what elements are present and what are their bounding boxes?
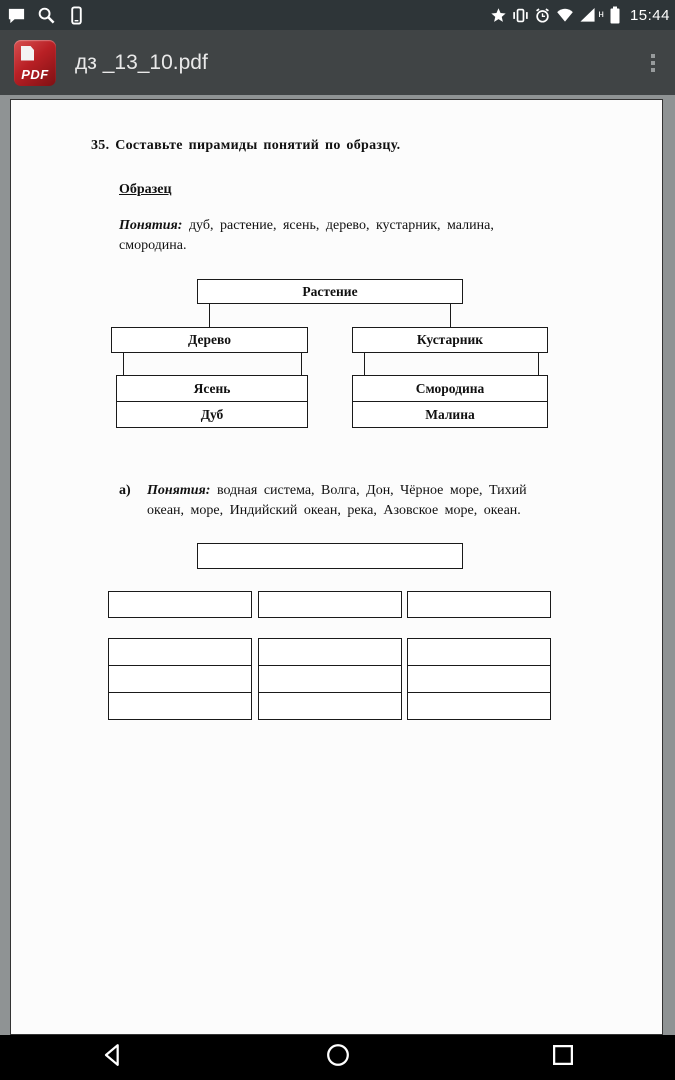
empty-cell (259, 665, 401, 692)
leaf-cell: Дуб (117, 401, 307, 427)
connector-line (364, 353, 365, 375)
status-bar[interactable] (0, 0, 675, 30)
wifi-icon (556, 7, 574, 23)
empty-table-2 (258, 638, 402, 720)
back-button[interactable] (78, 1035, 148, 1080)
sample-terms (119, 216, 584, 256)
connector-line (209, 304, 210, 327)
leaf-cell: Ясень (193, 380, 231, 396)
recents-button[interactable] (528, 1035, 598, 1080)
empty-root-box (197, 543, 463, 569)
exercise-heading (91, 136, 400, 156)
search-icon (37, 6, 56, 25)
vibrate-icon (512, 7, 529, 24)
sample-heading: Образец (119, 182, 172, 197)
signal-strength-icon (579, 7, 596, 23)
star-icon (490, 7, 507, 24)
leaf-cell: Малина (353, 401, 547, 427)
status-bar-indicators (490, 6, 670, 24)
network-type-letter: н (598, 9, 604, 20)
leaf-cell: Смородина (415, 380, 485, 396)
pdf-page-glyph (21, 46, 34, 61)
navigation-bar (0, 1035, 675, 1080)
empty-cell (408, 665, 550, 692)
empty-cell (109, 692, 251, 719)
empty-middle-box-2 (258, 591, 402, 618)
pyramid-root-box: Растение (197, 279, 463, 304)
alarm-clock-icon (534, 7, 551, 24)
pdf-viewer-scroll-area[interactable] (0, 95, 675, 1035)
empty-table-1 (108, 638, 252, 720)
sample-terms-line-1: дуб, растение, ясень, дерево, кустарник, малина, (188, 218, 494, 233)
document-title: дз _13_10.pdf (75, 50, 208, 74)
device-icon (67, 6, 86, 25)
empty-cell (408, 692, 550, 719)
task-a-terms-line-1: водная система, Волга, Дон, Чёрное море, Тихий (216, 483, 527, 498)
home-button[interactable] (303, 1035, 373, 1080)
task-a-terms-line-2: океан, море, Индийский океан, река, Азовское море, океан. (147, 503, 521, 518)
connector-line (538, 353, 539, 375)
connector-line (450, 304, 451, 327)
connector-line (301, 353, 302, 375)
pyramid-child-right-box: Кустарник (352, 327, 548, 353)
app-bar (0, 30, 675, 95)
empty-table-3 (407, 638, 551, 720)
sample-terms-line-2: смородина. (119, 238, 187, 253)
clock-time: 15:44 (629, 6, 670, 24)
pdf-file-icon (14, 40, 56, 86)
exercise-number: 35. (91, 138, 110, 153)
overflow-menu-button[interactable] (645, 46, 661, 80)
chat-icon (7, 6, 26, 25)
empty-middle-box-1 (108, 591, 252, 618)
task-a-terms-label: Понятия: (147, 483, 211, 498)
pyramid-leaf-table-left (116, 375, 308, 428)
empty-cell (109, 639, 251, 665)
exercise-text: Составьте пирамиды понятий по образцу. (115, 138, 401, 153)
status-bar-notifications (5, 6, 86, 25)
empty-middle-box-3 (407, 591, 551, 618)
connector-line (123, 353, 124, 375)
pyramid-child-left-box: Дерево (111, 327, 308, 353)
pdf-page (10, 99, 663, 1035)
home-icon (324, 1041, 352, 1074)
recents-icon (549, 1041, 577, 1074)
back-icon (99, 1041, 127, 1074)
battery-icon (609, 6, 621, 24)
task-a-marker: а) (119, 483, 131, 498)
empty-cell (408, 639, 550, 665)
pyramid-leaf-table-right (352, 375, 548, 428)
empty-cell (259, 639, 401, 665)
empty-cell (259, 692, 401, 719)
task-a-terms (147, 481, 587, 521)
pdf-badge-label: PDF (21, 66, 49, 82)
empty-cell (109, 665, 251, 692)
sample-terms-label: Понятия: (119, 218, 183, 233)
